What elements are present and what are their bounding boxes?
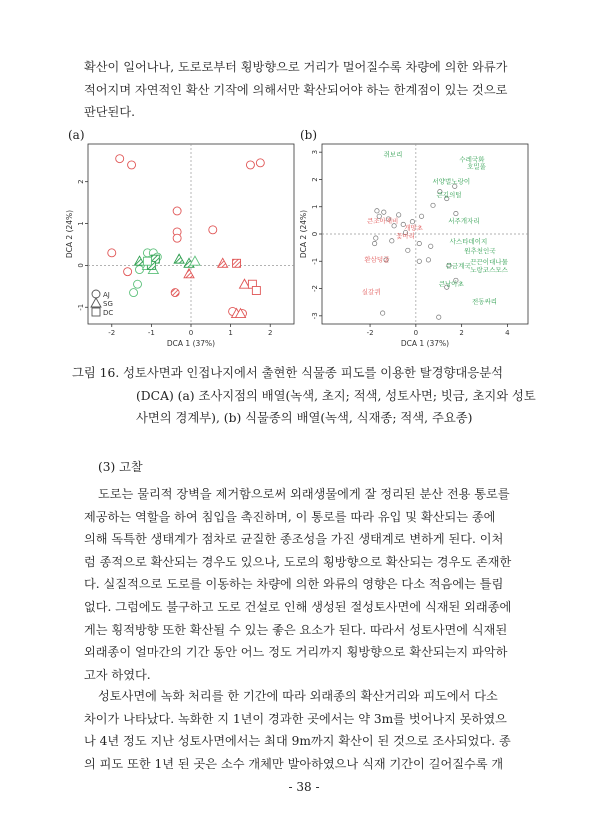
species-label: 환삼덩굴 [364, 255, 390, 264]
x-tick-label: 2 [459, 329, 464, 337]
y-tick-label: -3 [311, 312, 319, 320]
text-line: 차이가 나타났다. 녹화한 지 1년이 경과한 곳에서는 약 3m를 벗어나지 못하였으 [84, 711, 507, 726]
y-tick-label: -1 [311, 257, 319, 265]
y-tick-label: 2 [77, 179, 85, 184]
body-paragraph-2 [84, 685, 540, 775]
data-point [218, 258, 228, 267]
text-line: 고자 하였다. [84, 667, 151, 682]
species-label: 호밀풀 [467, 162, 486, 171]
site-point [380, 311, 384, 315]
y-tick-label: 2 [311, 177, 319, 182]
caption-line: 그림 16. 성토사면과 인접나지에서 출현한 식물종 피도를 이용한 탈경향대응분석 [72, 366, 503, 380]
data-point [174, 254, 184, 263]
site-point [429, 244, 433, 248]
site-point [426, 258, 430, 262]
legend-symbol [91, 298, 101, 307]
text-line: 성토사면에 녹화 처리를 한 기간에 따라 외래종의 확산거리와 피도에서 다소 [98, 689, 498, 703]
site-point [372, 241, 376, 245]
data-point [246, 161, 254, 169]
data-point [233, 259, 241, 267]
y-tick-label: 3 [311, 149, 319, 155]
x-axis-label: DCA 1 (37%) [400, 339, 450, 348]
x-tick-label: 0 [188, 329, 194, 337]
species-label: 끈끈이대나물 [470, 258, 508, 266]
text-line: 의해 독특한 생태계가 점차로 균질한 종조성을 가진 생태계로 변하게 된다. 이처 [84, 532, 504, 547]
data-point [256, 159, 264, 167]
species-label: 노랑코스모스 [470, 266, 508, 275]
text-line: 확산이 일어나나, 도로로부터 횡방향으로 거리가 멀어질수록 차량에 의한 와류가 [84, 60, 508, 74]
data-point [171, 289, 179, 297]
y-tick-label: 1 [311, 204, 319, 209]
species-label: 전동싸리 [471, 297, 498, 306]
data-point [143, 257, 151, 265]
figure-caption [72, 362, 542, 430]
species-label: 큰금계국 [445, 262, 471, 271]
text-line: 도로는 물리적 장벽을 제거함으로써 외래생물에게 잘 정리된 분산 전용 통로를 [98, 487, 510, 501]
data-point [184, 269, 194, 278]
x-tick-label: -2 [108, 329, 116, 337]
site-point [406, 248, 410, 252]
species-label: 수레국화 [459, 155, 485, 164]
site-point [375, 209, 379, 213]
species-label: 개망초 [404, 223, 423, 232]
site-point [382, 210, 386, 214]
legend-label: DC [103, 309, 114, 317]
data-point [252, 287, 260, 295]
y-axis-label: DCA 2 (24%) [65, 209, 74, 259]
text-line: 적어지며 자연적인 확산 기작에 의해서만 확산되어야 하는 한계점이 있는 것으로 [84, 82, 508, 97]
text-line: 게는 횡적방향 또한 확산될 수 있는 좋은 요소가 된다. 따라서 성토사면에 식재된 [84, 622, 508, 637]
caption-line: (DCA) (a) 조사지점의 배열(녹색, 초지; 적색, 성토사면; 빗금, 초지와 성토 [136, 388, 536, 403]
panel-label-a: (a) [68, 128, 85, 142]
text-line: 판단된다. [84, 105, 135, 120]
text-line: 없다. 그럼에도 불구하고 도로 건설로 인해 생성된 절성토사면에 식재된 외래종에 [84, 599, 512, 614]
text-line: 다. 실질적으로 도로를 이동하는 차량에 의한 와류의 영향은 다소 적음에는 틀림 [84, 577, 504, 592]
data-point [108, 249, 116, 257]
text-line: 외래종이 얼마간의 기간 동안 어느 정도 거리까지 횡방향으로 확산되는지 파악하 [84, 645, 508, 660]
species-label: 서양벌노랑이 [432, 177, 471, 186]
species-label: 서주개자리 [448, 217, 480, 226]
data-point [173, 234, 181, 242]
y-tick-label: -2 [311, 285, 319, 293]
text-line: 럼 종적으로 확산되는 경우도 있으나, 도로의 횡방향으로 확산되는 경우도 존재한 [84, 554, 512, 569]
data-point [134, 280, 142, 288]
data-point [209, 226, 217, 234]
species-label: 쥐보리 [383, 150, 403, 159]
legend-symbol [92, 290, 100, 298]
y-tick-label: 0 [77, 263, 86, 268]
data-point [173, 207, 181, 215]
site-point [454, 211, 458, 215]
panel-label-b: (b) [300, 128, 318, 142]
species-label: 실갈퀴 [361, 288, 381, 296]
species-label: 사스타데이지 [449, 237, 488, 246]
species-label: 큰조아재비 [366, 217, 399, 226]
legend-symbol [92, 308, 100, 316]
data-point [190, 256, 200, 265]
y-axis-label: DCA 2 (24%) [299, 209, 308, 259]
dca-chart-sites [62, 138, 302, 360]
text-line: 의 피도 또한 1년 된 곳은 소수 개체만 발아하였으나 식재 기간이 길어질수록 개 [84, 756, 504, 771]
site-point [374, 236, 378, 240]
site-point [419, 214, 423, 218]
x-tick-label: 1 [228, 329, 233, 337]
data-point [130, 289, 138, 297]
text-line: 나 4년 정도 지난 성토사면에서는 최대 9m까지 확산이 된 것으로 조사되었다. 종 [84, 734, 511, 749]
x-tick-label: 4 [505, 329, 510, 337]
x-tick-label: 2 [267, 329, 273, 337]
plot-frame [322, 144, 528, 324]
species-label: 큰김의털 [436, 191, 462, 200]
legend-label: AJ [103, 291, 110, 299]
x-tick-label: -1 [147, 329, 155, 337]
y-tick-label: 0 [311, 231, 319, 237]
site-point [437, 315, 441, 319]
site-point [390, 239, 394, 243]
y-tick-label: -1 [77, 303, 85, 311]
data-point [116, 155, 124, 163]
body-paragraph-1 [84, 483, 540, 686]
x-tick-label: 0 [413, 329, 419, 337]
x-tick-label: -2 [366, 329, 374, 337]
y-tick-label: 1 [77, 221, 85, 226]
data-point [124, 268, 132, 276]
species-label: 원추천인국 [464, 247, 496, 256]
caption-line: 사면의 경계부), (b) 식물종의 배열(녹색, 식재종; 적색, 주요종) [136, 411, 473, 425]
intro-paragraph [84, 56, 540, 124]
x-axis-label: DCA 1 (37%) [166, 339, 216, 348]
species-label: 큰낭아초 [438, 279, 464, 288]
legend-label: SG [103, 300, 113, 308]
species-label: 꽃마리 [396, 232, 415, 241]
page-number: - 38 - [288, 780, 320, 794]
site-point [417, 259, 421, 263]
section-title: (3) 고찰 [98, 460, 143, 474]
text-line: 제공하는 역할을 하여 침입을 촉진하며, 이 통로를 따라 유입 및 확산되는 종에 [84, 509, 496, 524]
site-point [431, 203, 435, 207]
dca-chart-species [296, 138, 536, 360]
data-point [128, 161, 136, 169]
site-point [417, 241, 421, 245]
